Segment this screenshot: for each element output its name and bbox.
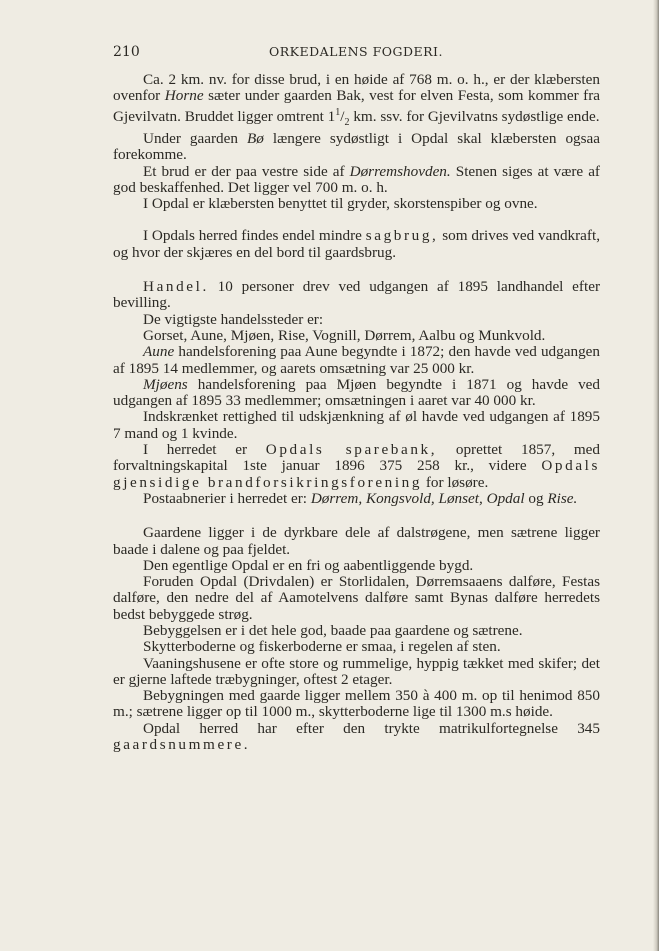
page-header (113, 44, 599, 64)
spacer (113, 212, 600, 228)
paragraph-handelssteder: De vigtigste handelssteder er: (143, 310, 324, 328)
paragraph-vaaningshusene: Vaaningshusene er ofte store og rummelige, hyppig tækket med skifer; det er gjerne laftede træbygninger, oftest 2 etager. (113, 654, 600, 688)
page-body (113, 72, 600, 753)
paragraph-bo: Under gaarden Bø længere sydøstligt i Opdal skal klæbersten ogsaa forekomme. (113, 129, 601, 164)
paragraph-aune: Aune handelsforening paa Aune begyndte i 1872; den havde ved udgangen af 1895 14 medlemmer, og aarets omsætning var 25 000 kr. (113, 343, 600, 377)
paragraph-places: Gorset, Aune, Mjøen, Rise, Vognill, Dørrem, Aalbu og Munkvold. (143, 326, 546, 344)
paragraph-sparebank: I herredet er Opdals sparebank, oprettet 1857, med forvaltningskapital 1ste januar 1896 375 258 kr., videre Opdals gjensidige brandforsikringsforening for løsøre. (113, 441, 601, 491)
paragraph-matrikul: Opdal herred har efter den trykte matrikulfortegnelse 345 gaardsnummere. (113, 719, 600, 754)
running-title: ORKEDALENS FOGDERI. (269, 44, 443, 59)
spacer (113, 507, 600, 525)
paragraph-handel: Handel. 10 personer drev ved udgangen af 1895 landhandel efter bevilling. (113, 278, 601, 312)
paragraph-dorremshovden: Et brud er der paa vestre side af Dørremshovden. Stenen siges at være af god beskaffenhed. Det ligger vel 700 m. o. h. (113, 162, 600, 196)
page-number: 210 (113, 44, 140, 60)
paragraph-sagbrug: I Opdals herred findes endel mindre sagbrug, som drives ved vandkraft, og hvor der skjæres en del bord til gaardsbrug. (113, 227, 600, 261)
paragraph-usage: I Opdal er klæbersten benyttet til gryder, skorstenspiber og ovne. (143, 195, 538, 213)
paragraph-skytterboderne: Skytterboderne og fiskerboderne er smaa, i regelen af sten. (143, 638, 501, 656)
paragraph-mjoen: Mjøens handelsforening paa Mjøen begyndte i 1871 og havde ved udgangen af 1895 33 medlemmer; omsætningen i aaret var 40 000 kr. (113, 375, 601, 410)
paragraph-horne-quarry: Ca. 2 km. nv. for disse brud, i en høide af 768 m. o. h., er der klæbersten ovenfor Horne sæter under gaarden Bak, vest for elven Festa, som kommer fra Gjevilvatn. Bruddet ligger omtrent $1^1/_2$ km. ssv. for Gjevilvatns sydøstlige ende. (113, 71, 601, 128)
paragraph-bebygningen: Bebygningen med gaarde ligger mellem 350 à 400 m. op til henimod 850 m.; sætrene ligger op til 1000 m., skytterboderne lige til 1300 m.s høide. (113, 687, 600, 721)
paragraph-postaabnerier: Postaabnerier i herredet er: Dørrem, Kongsvold, Lønset, Opdal og Rise. (143, 489, 578, 507)
paragraph-egentlige-opdal: Den egentlige Opdal er en fri og aabentliggende bygd. (143, 556, 474, 574)
paragraph-bebyggelsen: Bebyggelsen er i det hele god, baade paa gaardene og sætrene. (143, 622, 523, 639)
paragraph-skjaenkning: Indskrænket rettighed til udskjænkning af øl havde ved udgangen af 1895 7 mand og 1 kvinde. (113, 408, 600, 442)
page-edge-shadow (653, 0, 659, 951)
paragraph-dalfore: Foruden Opdal (Drivdalen) er Storlidalen, Dørremsaaens dalføre, Festas dalføre, den nedre del af Aamotelvens dalføre samt Bynas dalføre herredets bedst bebyggede strøg. (113, 573, 600, 623)
spacer (113, 261, 600, 279)
paragraph-gaardene: Gaardene ligger i de dyrkbare dele af dalstrøgene, men sætrene ligger baade i dalene og paa fjeldet. (113, 524, 600, 558)
